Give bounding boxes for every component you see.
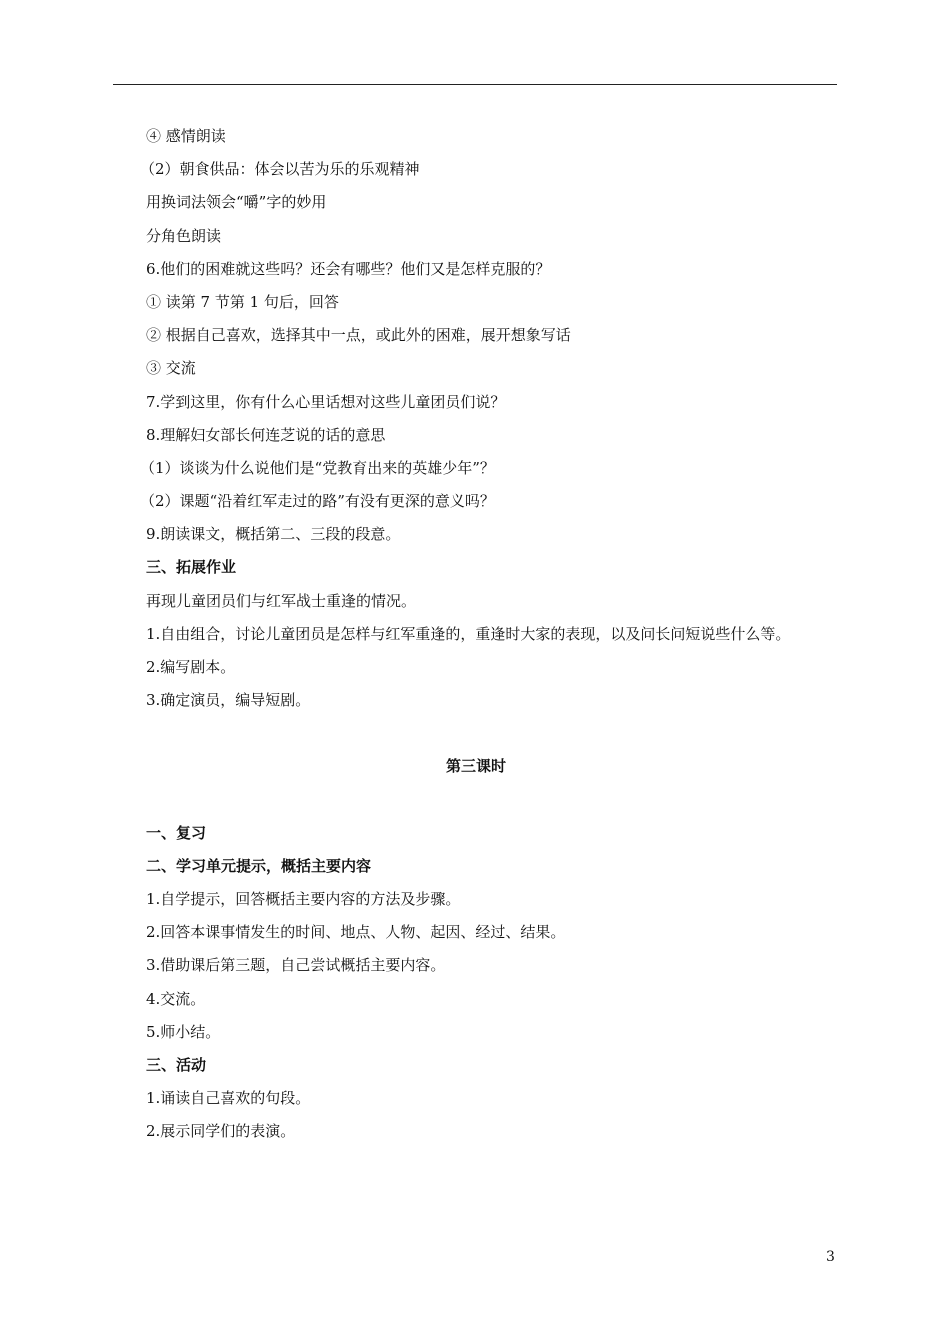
text-line: ① 读第 7 节第 1 句后，回答 bbox=[146, 292, 339, 311]
text-line: 3.确定演员，编导短剧。 bbox=[146, 691, 311, 710]
section-heading-review: 一、复习 bbox=[146, 823, 207, 842]
lesson-title: 第三课时 bbox=[445, 757, 506, 776]
text-line: ③ 交流 bbox=[146, 359, 196, 378]
text-line: 2.编写剧本。 bbox=[146, 658, 236, 676]
text-line: 分角色朗读 bbox=[146, 226, 222, 245]
text-line: 再现儿童团员们与红军战士重逢的情况。 bbox=[146, 591, 417, 610]
text-line: 1.自由组合，讨论儿童团员是怎样与红军重逢的，重逢时大家的表现，以及问长问短说些什么等。 bbox=[146, 624, 791, 643]
text-line: （1）谈谈为什么说他们是“党教育出来的英雄少年”？ bbox=[140, 458, 495, 477]
text-line: 用换词法领会“嚼”字的妙用 bbox=[146, 193, 327, 212]
text-line: 6.他们的困难就这些吗？还会有哪些？他们又是怎样克服的？ bbox=[146, 259, 551, 278]
text-line: 2.回答本课事情发生的时间、地点、人物、起因、经过、结果。 bbox=[146, 923, 566, 942]
text-line: ② 根据自己喜欢，选择其中一点，或此外的困难，展开想象写话 bbox=[146, 326, 571, 345]
document-body bbox=[140, 120, 866, 1148]
text-line: ④ 感情朗读 bbox=[146, 127, 226, 145]
section-heading-activity: 三、活动 bbox=[146, 1055, 207, 1074]
text-line: 5.师小结。 bbox=[146, 1022, 221, 1041]
header-rule bbox=[113, 84, 837, 85]
text-line: （2）朝食供品：体会以苦为乐的乐观精神 bbox=[140, 160, 420, 179]
page-number: 3 bbox=[826, 1249, 835, 1265]
text-line: 1.自学提示，回答概括主要内容的方法及步骤。 bbox=[146, 889, 461, 908]
text-line: 8.理解妇女部长何连芝说的话的意思 bbox=[146, 425, 386, 444]
text-line: 9.朗读课文，概括第二、三段的段意。 bbox=[146, 525, 401, 544]
text-line: 2.展示同学们的表演。 bbox=[146, 1122, 296, 1141]
text-line: 7.学到这里，你有什么心里话想对这些儿童团员们说？ bbox=[146, 392, 506, 411]
text-line: 3.借助课后第三题，自己尝试概括主要内容。 bbox=[146, 956, 446, 975]
text-line: （2）课题“沿着红军走过的路”有没有更深的意义吗？ bbox=[140, 492, 495, 511]
text-line: 4.交流。 bbox=[146, 989, 206, 1008]
text-line: 1.诵读自己喜欢的句段。 bbox=[146, 1089, 311, 1108]
section-heading-extend: 三、拓展作业 bbox=[146, 558, 237, 577]
section-heading-learn: 二、学习单元提示，概括主要内容 bbox=[146, 856, 372, 875]
